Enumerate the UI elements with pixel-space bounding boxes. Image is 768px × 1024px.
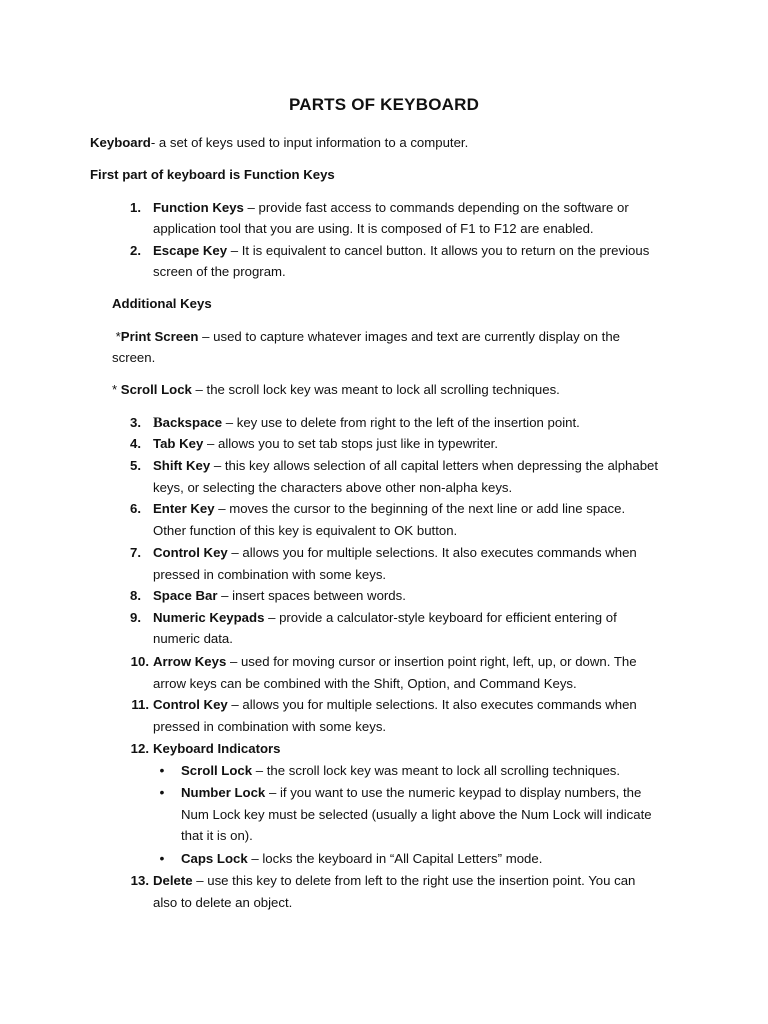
list-item-text: – insert spaces between words. [217,588,406,603]
additional-item-line [112,326,620,348]
list-item-continuation: screen of the program. [153,264,286,279]
list-number: 11. [131,697,149,712]
bullet-icon: • [159,784,165,800]
list-item-line [153,197,629,219]
list-item-line [153,240,649,262]
list-item-line [153,870,635,892]
list-item-continuation: also to delete an object. [153,895,293,910]
additional-item-line [112,379,560,401]
bullet-term: Number Lock [181,785,266,800]
list-number: 5. [130,458,141,473]
list-number: 3. [130,415,141,430]
additional-text: – the scroll lock key was meant to lock all scrolling techniques. [191,382,560,397]
list-item-text: – this key allows selection of all capital letters when depressing the alphabet [210,458,659,473]
list-item-text: – used for moving cursor or insertion point right, left, up, or down. The [226,654,637,669]
bullet-line [181,782,641,804]
intro-text: - a set of keys used to input information to a computer. [150,135,469,150]
list-item-term: Escape Key [153,243,228,258]
additional-text: – used to capture whatever images and text are currently display on the [198,329,621,344]
list-item-continuation: pressed in combination with some keys. [153,567,387,582]
list-item-term: Shift Key [153,458,211,473]
list-item-line [153,738,281,760]
list-item-line [153,694,637,716]
list-item-line [153,498,625,520]
additional-term: Print Screen [120,329,199,344]
bullet-icon: • [159,850,165,866]
list-item-term: Function Keys [153,200,244,215]
page-title: PARTS OF KEYBOARD [288,95,480,114]
bullet-line [181,848,542,870]
intro-term: Keyboard [90,135,151,150]
list-item-continuation: application tool that you are using. It is composed of F1 to F12 are enabled. [153,221,594,236]
bullet-term: Caps Lock [181,851,248,866]
list-number: 10. [130,654,149,669]
list-item-text: – provide a calculator-style keyboard for efficient entering of [264,610,617,625]
list-number: 7. [130,545,141,560]
list-item-text: – It is equivalent to cancel button. It allows you to return on the previous [227,243,650,258]
bullet-icon: • [159,762,165,778]
additional-term: Scroll Lock [120,382,192,397]
list-item-term: Enter Key [153,501,215,516]
list-item-line [153,542,637,564]
list-item-continuation: Other function of this key is equivalent to OK button. [153,523,458,538]
list-number: 9. [130,610,141,625]
bullet-continuation: Num Lock key must be selected (usually a light above the Num Lock will indicate [181,807,652,822]
list-item-continuation: keys, or selecting the characters above other non-alpha keys. [153,480,513,495]
bullet-continuation: that it is on). [181,828,253,843]
list-item-line [153,412,580,435]
list-item-line [153,607,617,629]
bullet-line [181,760,620,782]
list-item-term: Numeric Keypads [153,610,265,625]
list-number: 4. [130,436,141,451]
list-item-term: Keyboard Indicators [153,741,281,756]
list-number: 1. [130,200,141,215]
list-number: 2. [130,243,141,258]
list-item-term: Arrow Keys [153,654,227,669]
list-item-term: Tab Key [153,436,204,451]
list-item-continuation: numeric data. [153,631,233,646]
list-number: 8. [130,588,141,603]
list-item-text: – moves the cursor to the beginning of the next line or add line space. [214,501,626,516]
additional-prefix: * [112,382,121,397]
additional-continuation: screen. [112,350,156,365]
list-item-term: Space Bar [153,588,218,603]
bullet-text: – the scroll lock key was meant to lock all scrolling techniques. [252,763,621,778]
first-part-heading: First part of keyboard is Function Keys [90,167,335,182]
list-item-text: – use this key to delete from left to the right use the insertion point. You can [192,873,636,888]
list-item-line [153,651,637,673]
list-item-text: – allows you for multiple selections. It also executes commands when [227,697,637,712]
list-item-term: ackspace [162,415,223,430]
list-item-term-initial: B [153,415,163,431]
list-item-continuation: pressed in combination with some keys. [153,719,387,734]
list-item-continuation: arrow keys can be combined with the Shift, Option, and Command Keys. [153,676,577,691]
additional-prefix: * [112,329,121,344]
bullet-text: – if you want to use the numeric keypad to display numbers, the [265,785,642,800]
list-item-term: Control Key [153,697,228,712]
list-item-text: – provide fast access to commands depending on the software or [243,200,629,215]
list-item-text: – allows you for multiple selections. It also executes commands when [227,545,637,560]
list-number: 13. [130,873,149,888]
bullet-term: Scroll Lock [181,763,253,778]
list-item-line [153,585,406,607]
list-item-term: Control Key [153,545,228,560]
list-item-line [153,455,658,477]
additional-keys-heading: Additional Keys [112,296,212,311]
list-item-term: Delete [153,873,193,888]
list-item-text: – key use to delete from right to the left of the insertion point. [222,415,580,430]
bullet-text: – locks the keyboard in “All Capital Letters” mode. [247,851,543,866]
intro-paragraph [90,132,468,154]
list-number: 12. [130,741,149,756]
list-number: 6. [130,501,141,516]
list-item-text: – allows you to set tab stops just like in typewriter. [203,436,498,451]
list-item-line [153,433,498,455]
